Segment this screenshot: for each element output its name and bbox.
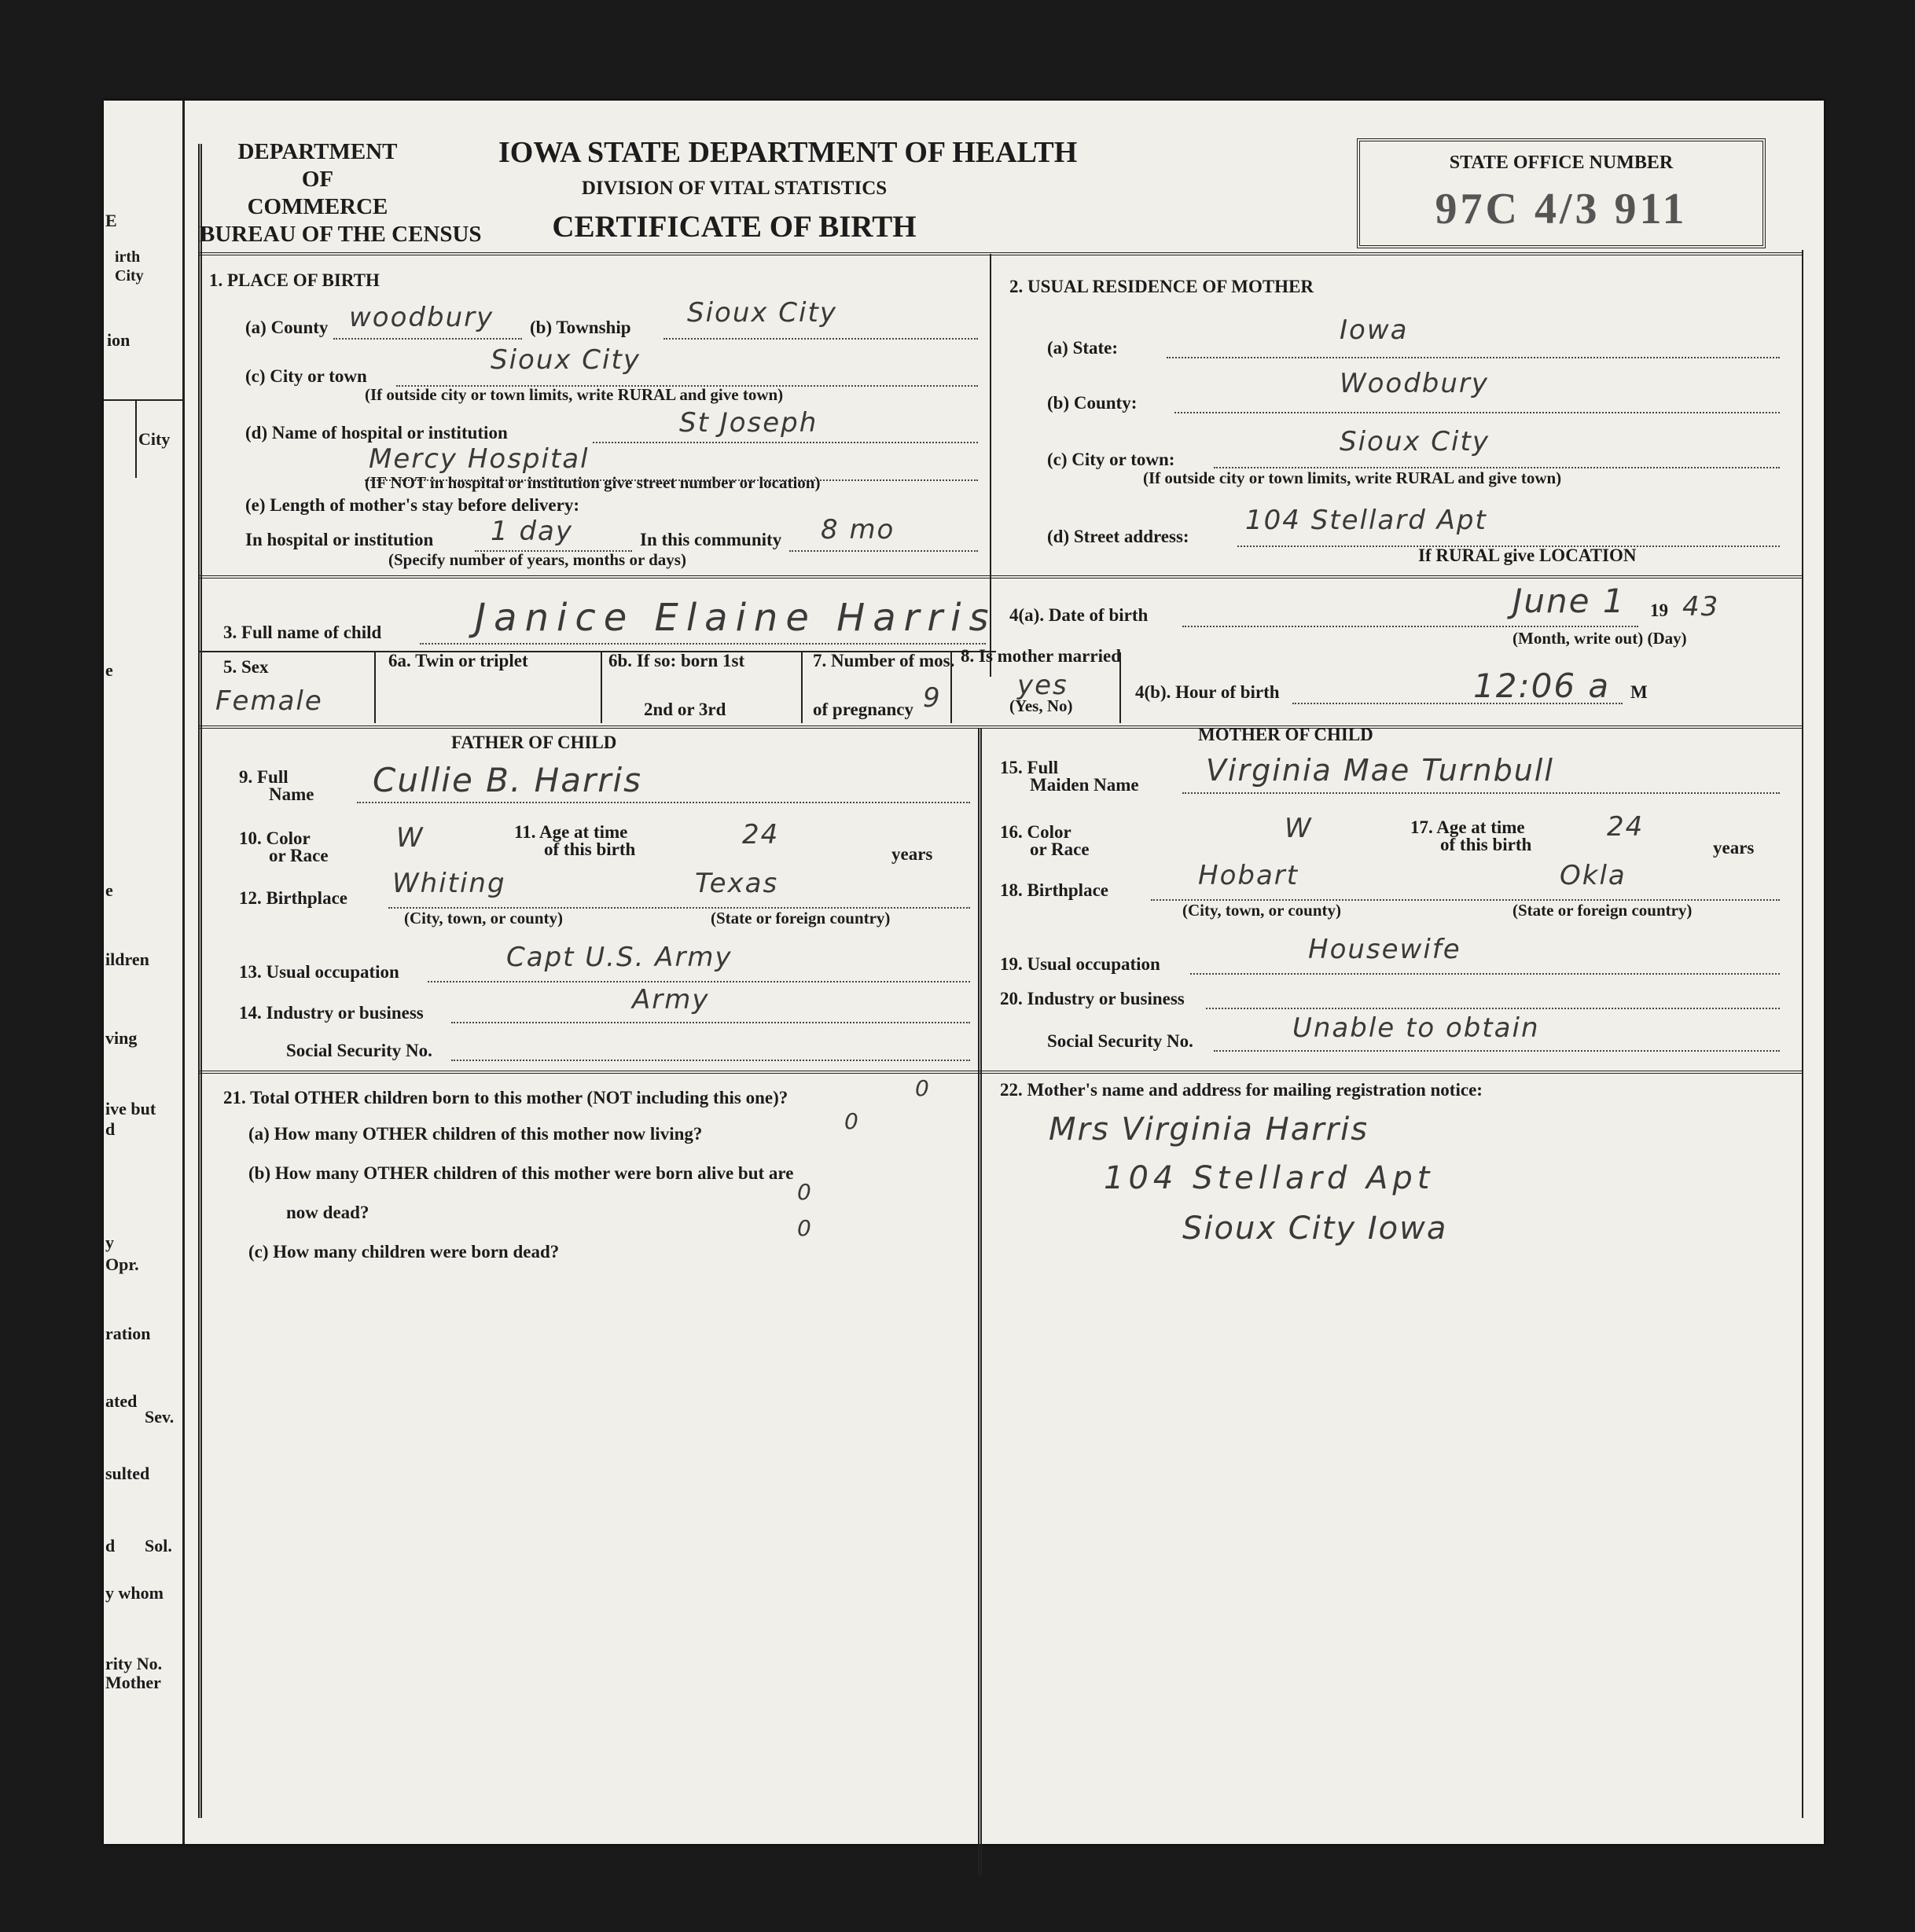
- stay-note: (Specify number of years, months or days): [388, 550, 686, 569]
- father-age-label: 11. Age at time of this birth: [514, 822, 636, 859]
- stub-text: sulted: [105, 1464, 150, 1483]
- other-children-value: 0: [915, 1075, 931, 1101]
- mother-color-label: 16. Color or Race: [1000, 822, 1090, 859]
- dob-year: 43: [1682, 591, 1720, 623]
- father-occupation-label: 13. Usual occupation: [239, 962, 399, 982]
- married-value: yes: [1017, 670, 1068, 701]
- stub-text: d: [105, 1119, 116, 1139]
- county-label: (a) County: [245, 318, 329, 337]
- stub-text: y whom: [105, 1583, 164, 1603]
- stub-text: ion: [107, 330, 130, 350]
- state-health-title: IOWA STATE DEPARTMENT OF HEALTH: [498, 136, 1078, 169]
- res-city-note: (If outside city or town limits, write RURAL and give town): [1143, 468, 1562, 487]
- stay-label: (e) Length of mother's stay before delivery:: [245, 495, 579, 515]
- in-hospital-value: 1 day: [491, 516, 573, 547]
- stub-text: e: [105, 880, 113, 900]
- sex-value: Female: [215, 685, 323, 717]
- certificate-form: [192, 101, 1811, 1844]
- mailing-line-3: Sioux City Iowa: [1182, 1210, 1448, 1247]
- pregnancy-months-label-2: of pregnancy: [813, 700, 913, 719]
- father-years-label: years: [891, 844, 933, 864]
- stub-text: City: [138, 429, 171, 449]
- mother-age-value: 24: [1607, 811, 1645, 843]
- res-county-label: (b) County:: [1047, 393, 1138, 413]
- other-children-label: 21. Total OTHER children born to this mother (NOT including this one)?: [223, 1088, 788, 1107]
- office-number: 97C 4/3 911: [1435, 185, 1688, 233]
- county-value: woodbury: [349, 302, 494, 333]
- stub-text: y: [105, 1232, 114, 1252]
- res-state-value: Iowa: [1340, 314, 1409, 346]
- mother-birthplace-city: Hobart: [1198, 860, 1299, 891]
- child-name-value: Janice Elaine Harris: [475, 596, 997, 640]
- res-street-value: 104 Stellard Apt: [1245, 505, 1487, 536]
- stub-text: irth: [115, 248, 141, 266]
- dob-label: 4(a). Date of birth: [1009, 605, 1149, 625]
- born-order-label: 6b. If so: born 1st: [608, 651, 745, 670]
- born-dead-label: (c) How many children were born dead?: [248, 1242, 560, 1262]
- res-street-label: (d) Street address:: [1047, 527, 1189, 546]
- dept-commerce-header: DEPARTMENT OF COMMERCE BUREAU OF THE CENSUS: [200, 139, 482, 247]
- pregnancy-months-label: 7. Number of mos.: [813, 651, 955, 670]
- stub-text: ildren: [105, 949, 149, 969]
- in-hospital-label: In hospital or institution: [245, 530, 434, 549]
- mother-ssn-value: Unable to obtain: [1292, 1012, 1540, 1044]
- stub-margin: [104, 101, 185, 1844]
- mother-occupation-label: 19. Usual occupation: [1000, 954, 1160, 974]
- mailing-label: 22. Mother's name and address for mailing registration notice:: [1000, 1080, 1483, 1100]
- mother-bp-state-note: (State or foreign country): [1513, 901, 1693, 920]
- twin-label: 6a. Twin or triplet: [388, 651, 528, 670]
- hospital-name-2: Mercy Hospital: [369, 443, 590, 475]
- mother-ssn-label: Social Security No.: [1047, 1031, 1193, 1051]
- rural-note: If RURAL give LOCATION: [1418, 545, 1637, 565]
- stub-text: Mother: [105, 1673, 161, 1692]
- stub-text: ration: [105, 1324, 151, 1343]
- born-order-label-2: 2nd or 3rd: [644, 700, 726, 719]
- mother-industry-label: 20. Industry or business: [1000, 989, 1185, 1008]
- father-birthplace-state: Texas: [695, 868, 779, 899]
- mother-age-label: 17. Age at time of this birth: [1410, 817, 1532, 854]
- city-value: Sioux City: [491, 344, 641, 376]
- mailing-line-1: Mrs Virginia Harris: [1049, 1111, 1369, 1148]
- stub-text: City: [115, 267, 144, 285]
- hour-suffix: M: [1630, 682, 1648, 702]
- children-dead-label-2: now dead?: [286, 1203, 369, 1222]
- res-state-label: (a) State:: [1047, 338, 1119, 358]
- community-label: In this community: [640, 530, 782, 549]
- office-number-label: STATE OFFICE NUMBER: [1449, 152, 1674, 173]
- mother-bp-city-note: (City, town, or county): [1182, 901, 1342, 920]
- stub-text: rity No.: [105, 1654, 163, 1673]
- mother-name-label: 15. Full Maiden Name: [1000, 758, 1139, 795]
- father-bp-city-note: (City, town, or county): [404, 909, 564, 927]
- certificate-title: CERTIFICATE OF BIRTH: [552, 210, 917, 244]
- community-value: 8 mo: [821, 514, 895, 545]
- father-birthplace-label: 12. Birthplace: [239, 888, 347, 908]
- father-name-value: Cullie B. Harris: [373, 761, 643, 799]
- father-industry-label: 14. Industry or business: [239, 1003, 424, 1023]
- city-note: (If outside city or town limits, write RURAL and give town): [365, 385, 784, 404]
- city-label: (c) City or town: [245, 366, 367, 386]
- children-living-value: 0: [844, 1108, 860, 1134]
- sex-label: 5. Sex: [223, 657, 269, 677]
- hospital-label: (d) Name of hospital or institution: [245, 423, 508, 443]
- children-dead-label: (b) How many OTHER children of this mother were born alive but are: [248, 1163, 794, 1183]
- stub-text: ive but: [105, 1099, 156, 1118]
- father-name-label: 9. Full Name: [239, 767, 314, 804]
- stub-text: e: [105, 660, 113, 680]
- dob-year-prefix: 19: [1650, 601, 1668, 620]
- mother-name-value: Virginia Mae Turnbull: [1206, 753, 1554, 788]
- mother-title: MOTHER OF CHILD: [1198, 725, 1373, 744]
- mother-years-label: years: [1713, 838, 1755, 858]
- township-value: Sioux City: [687, 297, 837, 329]
- father-ssn-label: Social Security No.: [286, 1041, 432, 1060]
- hospital-note: (IF NOT in hospital or institution give street number or location): [365, 473, 821, 492]
- father-age-value: 24: [742, 819, 780, 850]
- pregnancy-months-value: 9: [923, 682, 942, 714]
- mother-occupation-value: Housewife: [1308, 934, 1461, 965]
- married-label: 8. Is mother married: [961, 646, 1121, 666]
- stub-text: Opr.: [105, 1254, 139, 1274]
- children-dead-value: 0: [797, 1179, 813, 1205]
- stub-text: ated: [105, 1391, 138, 1411]
- stub-text: Sev.: [145, 1407, 175, 1427]
- mailing-line-2: 104 Stellard Apt: [1104, 1160, 1435, 1196]
- mother-birthplace-state: Okla: [1560, 860, 1626, 891]
- father-birthplace-city: Whiting: [392, 868, 506, 899]
- father-title: FATHER OF CHILD: [451, 733, 617, 752]
- stub-text: ving: [105, 1028, 138, 1048]
- division-title: DIVISION OF VITAL STATISTICS: [581, 178, 888, 199]
- hour-label: 4(b). Hour of birth: [1135, 682, 1280, 702]
- stub-text: d: [105, 1536, 116, 1556]
- father-occupation-value: Capt U.S. Army: [506, 942, 733, 973]
- child-name-label: 3. Full name of child: [223, 623, 382, 642]
- township-label: (b) Township: [530, 318, 631, 337]
- father-industry-value: Army: [632, 984, 710, 1016]
- res-city-label: (c) City or town:: [1047, 450, 1175, 469]
- father-color-label: 10. Color or Race: [239, 828, 329, 865]
- stub-text: Sol.: [145, 1536, 172, 1556]
- married-note: (Yes, No): [1009, 696, 1073, 715]
- mother-color-value: W: [1285, 813, 1313, 844]
- dob-note: (Month, write out) (Day): [1513, 629, 1687, 648]
- state-office-box: [1357, 138, 1766, 248]
- dob-value: June 1: [1513, 582, 1626, 620]
- children-living-label: (a) How many OTHER children of this mother now living?: [248, 1124, 703, 1144]
- hour-value: 12:06 a: [1473, 667, 1611, 705]
- res-county-value: Woodbury: [1340, 368, 1490, 399]
- mother-birthplace-label: 18. Birthplace: [1000, 880, 1108, 900]
- father-bp-state-note: (State or foreign country): [711, 909, 891, 927]
- born-dead-value: 0: [797, 1215, 813, 1241]
- residence-title: 2. USUAL RESIDENCE OF MOTHER: [1009, 277, 1314, 296]
- certificate-page: [104, 101, 1824, 1844]
- place-of-birth-title: 1. PLACE OF BIRTH: [209, 270, 380, 290]
- stub-text: E: [105, 211, 117, 230]
- hospital-name-1: St Joseph: [679, 407, 818, 439]
- res-city-value: Sioux City: [1340, 426, 1490, 457]
- father-color-value: W: [396, 822, 425, 854]
